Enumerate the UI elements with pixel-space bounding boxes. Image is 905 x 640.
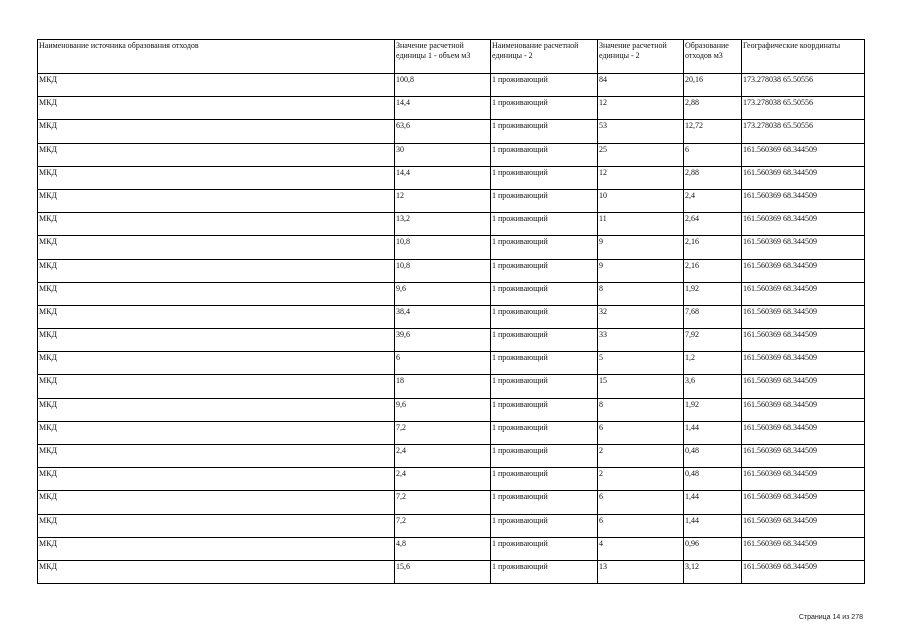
cell-unit-value-1: 2,4 bbox=[395, 468, 491, 491]
cell-unit-value-1: 14,4 bbox=[395, 97, 491, 120]
cell-unit-name-2: 1 проживающий bbox=[491, 282, 598, 305]
header-coordinates: Географические координаты bbox=[742, 40, 865, 74]
cell-source-name: МКД bbox=[38, 445, 395, 468]
cell-waste-volume: 1,92 bbox=[684, 398, 742, 421]
cell-unit-name-2: 1 проживающий bbox=[491, 421, 598, 444]
cell-waste-volume: 1,44 bbox=[684, 491, 742, 514]
cell-unit-value-1: 10,8 bbox=[395, 259, 491, 282]
cell-unit-value-2: 4 bbox=[598, 537, 684, 560]
cell-unit-value-2: 25 bbox=[598, 143, 684, 166]
cell-coordinates: 161.560369 68.344509 bbox=[742, 445, 865, 468]
cell-unit-value-2: 9 bbox=[598, 236, 684, 259]
cell-coordinates: 161.560369 68.344509 bbox=[742, 491, 865, 514]
cell-coordinates: 161.560369 68.344509 bbox=[742, 398, 865, 421]
cell-waste-volume: 1,92 bbox=[684, 282, 742, 305]
cell-source-name: МКД bbox=[38, 514, 395, 537]
cell-unit-value-1: 7,2 bbox=[395, 421, 491, 444]
cell-waste-volume: 2,64 bbox=[684, 213, 742, 236]
cell-source-name: МКД bbox=[38, 213, 395, 236]
cell-unit-name-2: 1 проживающий bbox=[491, 468, 598, 491]
table-row bbox=[38, 74, 865, 97]
cell-unit-value-1: 7,2 bbox=[395, 491, 491, 514]
cell-unit-name-2: 1 проживающий bbox=[491, 189, 598, 212]
cell-unit-value-2: 32 bbox=[598, 305, 684, 328]
cell-unit-value-1: 30 bbox=[395, 143, 491, 166]
cell-waste-volume: 2,4 bbox=[684, 189, 742, 212]
cell-unit-value-1: 9,6 bbox=[395, 282, 491, 305]
cell-unit-value-1: 2,4 bbox=[395, 445, 491, 468]
table-row bbox=[38, 491, 865, 514]
cell-unit-value-2: 9 bbox=[598, 259, 684, 282]
cell-unit-value-2: 6 bbox=[598, 421, 684, 444]
table-row bbox=[38, 166, 865, 189]
cell-unit-value-2: 84 bbox=[598, 74, 684, 97]
cell-coordinates: 161.560369 68.344509 bbox=[742, 282, 865, 305]
cell-unit-value-1: 6 bbox=[395, 352, 491, 375]
table-row bbox=[38, 97, 865, 120]
cell-unit-name-2: 1 проживающий bbox=[491, 491, 598, 514]
table-row bbox=[38, 468, 865, 491]
cell-unit-value-2: 11 bbox=[598, 213, 684, 236]
cell-source-name: МКД bbox=[38, 560, 395, 583]
cell-source-name: МКД bbox=[38, 74, 395, 97]
cell-waste-volume: 3,6 bbox=[684, 375, 742, 398]
cell-unit-name-2: 1 проживающий bbox=[491, 352, 598, 375]
table-row bbox=[38, 421, 865, 444]
cell-waste-volume: 7,68 bbox=[684, 305, 742, 328]
cell-source-name: МКД bbox=[38, 236, 395, 259]
cell-source-name: МКД bbox=[38, 305, 395, 328]
cell-waste-volume: 12,72 bbox=[684, 120, 742, 143]
cell-coordinates: 161.560369 68.344509 bbox=[742, 375, 865, 398]
cell-source-name: МКД bbox=[38, 120, 395, 143]
cell-unit-name-2: 1 проживающий bbox=[491, 398, 598, 421]
cell-unit-value-1: 18 bbox=[395, 375, 491, 398]
cell-unit-value-1: 12 bbox=[395, 189, 491, 212]
cell-waste-volume: 7,92 bbox=[684, 329, 742, 352]
cell-coordinates: 161.560369 68.344509 bbox=[742, 514, 865, 537]
cell-unit-name-2: 1 проживающий bbox=[491, 259, 598, 282]
cell-unit-value-2: 8 bbox=[598, 398, 684, 421]
cell-source-name: МКД bbox=[38, 166, 395, 189]
cell-unit-name-2: 1 проживающий bbox=[491, 329, 598, 352]
cell-source-name: МКД bbox=[38, 398, 395, 421]
cell-coordinates: 173.278038 65.50556 bbox=[742, 74, 865, 97]
table-row bbox=[38, 282, 865, 305]
cell-unit-name-2: 1 проживающий bbox=[491, 74, 598, 97]
cell-source-name: МКД bbox=[38, 329, 395, 352]
cell-unit-value-1: 100,8 bbox=[395, 74, 491, 97]
cell-waste-volume: 2,16 bbox=[684, 236, 742, 259]
table-row bbox=[38, 445, 865, 468]
cell-waste-volume: 2,88 bbox=[684, 97, 742, 120]
cell-source-name: МКД bbox=[38, 421, 395, 444]
cell-source-name: МКД bbox=[38, 97, 395, 120]
cell-unit-name-2: 1 проживающий bbox=[491, 120, 598, 143]
cell-unit-value-2: 13 bbox=[598, 560, 684, 583]
cell-unit-value-2: 53 bbox=[598, 120, 684, 143]
cell-unit-name-2: 1 проживающий bbox=[491, 166, 598, 189]
cell-coordinates: 161.560369 68.344509 bbox=[742, 213, 865, 236]
cell-unit-value-2: 6 bbox=[598, 514, 684, 537]
cell-coordinates: 173.278038 65.50556 bbox=[742, 97, 865, 120]
cell-source-name: МКД bbox=[38, 352, 395, 375]
cell-unit-value-2: 8 bbox=[598, 282, 684, 305]
cell-unit-value-1: 39,6 bbox=[395, 329, 491, 352]
cell-unit-value-2: 15 bbox=[598, 375, 684, 398]
cell-unit-value-2: 10 bbox=[598, 189, 684, 212]
table-body bbox=[38, 74, 865, 584]
waste-sources-table bbox=[37, 39, 865, 584]
cell-coordinates: 161.560369 68.344509 bbox=[742, 560, 865, 583]
cell-coordinates: 161.560369 68.344509 bbox=[742, 537, 865, 560]
header-source-name: Наименование источника образования отходов bbox=[38, 40, 395, 74]
cell-waste-volume: 2,88 bbox=[684, 166, 742, 189]
cell-unit-value-1: 7,2 bbox=[395, 514, 491, 537]
table-row bbox=[38, 537, 865, 560]
cell-unit-name-2: 1 проживающий bbox=[491, 97, 598, 120]
cell-waste-volume: 2,16 bbox=[684, 259, 742, 282]
cell-source-name: МКД bbox=[38, 468, 395, 491]
header-unit-value-1: Значение расчетной единицы 1 - объем м3 bbox=[395, 40, 491, 74]
cell-unit-value-1: 13,2 bbox=[395, 213, 491, 236]
table-row bbox=[38, 398, 865, 421]
cell-coordinates: 161.560369 68.344509 bbox=[742, 166, 865, 189]
cell-waste-volume: 20,16 bbox=[684, 74, 742, 97]
cell-source-name: МКД bbox=[38, 491, 395, 514]
cell-coordinates: 161.560369 68.344509 bbox=[742, 143, 865, 166]
table-row bbox=[38, 329, 865, 352]
cell-unit-name-2: 1 проживающий bbox=[491, 560, 598, 583]
table-row bbox=[38, 120, 865, 143]
table-row bbox=[38, 352, 865, 375]
cell-source-name: МКД bbox=[38, 143, 395, 166]
cell-coordinates: 161.560369 68.344509 bbox=[742, 329, 865, 352]
cell-coordinates: 161.560369 68.344509 bbox=[742, 189, 865, 212]
cell-waste-volume: 0,96 bbox=[684, 537, 742, 560]
cell-unit-value-2: 12 bbox=[598, 97, 684, 120]
table-row bbox=[38, 189, 865, 212]
cell-unit-value-1: 14,4 bbox=[395, 166, 491, 189]
cell-unit-value-2: 33 bbox=[598, 329, 684, 352]
cell-unit-value-1: 4,8 bbox=[395, 537, 491, 560]
cell-unit-name-2: 1 проживающий bbox=[491, 213, 598, 236]
cell-waste-volume: 1,44 bbox=[684, 514, 742, 537]
cell-coordinates: 173.278038 65.50556 bbox=[742, 120, 865, 143]
table-row bbox=[38, 213, 865, 236]
cell-waste-volume: 0,48 bbox=[684, 445, 742, 468]
header-waste-volume: Образование отходов м3 bbox=[684, 40, 742, 74]
cell-source-name: МКД bbox=[38, 282, 395, 305]
cell-waste-volume: 3,12 bbox=[684, 560, 742, 583]
cell-coordinates: 161.560369 68.344509 bbox=[742, 236, 865, 259]
cell-source-name: МКД bbox=[38, 189, 395, 212]
cell-waste-volume: 6 bbox=[684, 143, 742, 166]
cell-unit-name-2: 1 проживающий bbox=[491, 305, 598, 328]
cell-coordinates: 161.560369 68.344509 bbox=[742, 259, 865, 282]
cell-source-name: МКД bbox=[38, 537, 395, 560]
cell-source-name: МКД bbox=[38, 259, 395, 282]
cell-unit-name-2: 1 проживающий bbox=[491, 514, 598, 537]
header-unit-name-2: Наименование расчетной единицы - 2 bbox=[491, 40, 598, 74]
table-row bbox=[38, 514, 865, 537]
cell-unit-value-1: 15,6 bbox=[395, 560, 491, 583]
cell-waste-volume: 1,2 bbox=[684, 352, 742, 375]
table-row bbox=[38, 259, 865, 282]
cell-unit-value-1: 10,8 bbox=[395, 236, 491, 259]
cell-unit-name-2: 1 проживающий bbox=[491, 537, 598, 560]
cell-waste-volume: 0,48 bbox=[684, 468, 742, 491]
cell-unit-value-2: 2 bbox=[598, 468, 684, 491]
table-row bbox=[38, 375, 865, 398]
cell-coordinates: 161.560369 68.344509 bbox=[742, 305, 865, 328]
table-row bbox=[38, 560, 865, 583]
cell-unit-value-1: 38,4 bbox=[395, 305, 491, 328]
cell-unit-value-2: 12 bbox=[598, 166, 684, 189]
cell-unit-name-2: 1 проживающий bbox=[491, 236, 598, 259]
header-unit-value-2: Значение расчетной единицы - 2 bbox=[598, 40, 684, 74]
table-header-row bbox=[38, 40, 865, 74]
cell-source-name: МКД bbox=[38, 375, 395, 398]
cell-unit-value-2: 2 bbox=[598, 445, 684, 468]
cell-waste-volume: 1,44 bbox=[684, 421, 742, 444]
page-number: Страница 14 из 278 bbox=[798, 614, 863, 621]
table-row bbox=[38, 305, 865, 328]
cell-unit-name-2: 1 проживающий bbox=[491, 143, 598, 166]
cell-unit-value-1: 63,6 bbox=[395, 120, 491, 143]
cell-unit-value-1: 9,6 bbox=[395, 398, 491, 421]
cell-unit-value-2: 6 bbox=[598, 491, 684, 514]
cell-coordinates: 161.560369 68.344509 bbox=[742, 468, 865, 491]
table-row bbox=[38, 236, 865, 259]
cell-unit-name-2: 1 проживающий bbox=[491, 375, 598, 398]
table-row bbox=[38, 143, 865, 166]
cell-unit-name-2: 1 проживающий bbox=[491, 445, 598, 468]
cell-coordinates: 161.560369 68.344509 bbox=[742, 352, 865, 375]
cell-coordinates: 161.560369 68.344509 bbox=[742, 421, 865, 444]
cell-unit-value-2: 5 bbox=[598, 352, 684, 375]
